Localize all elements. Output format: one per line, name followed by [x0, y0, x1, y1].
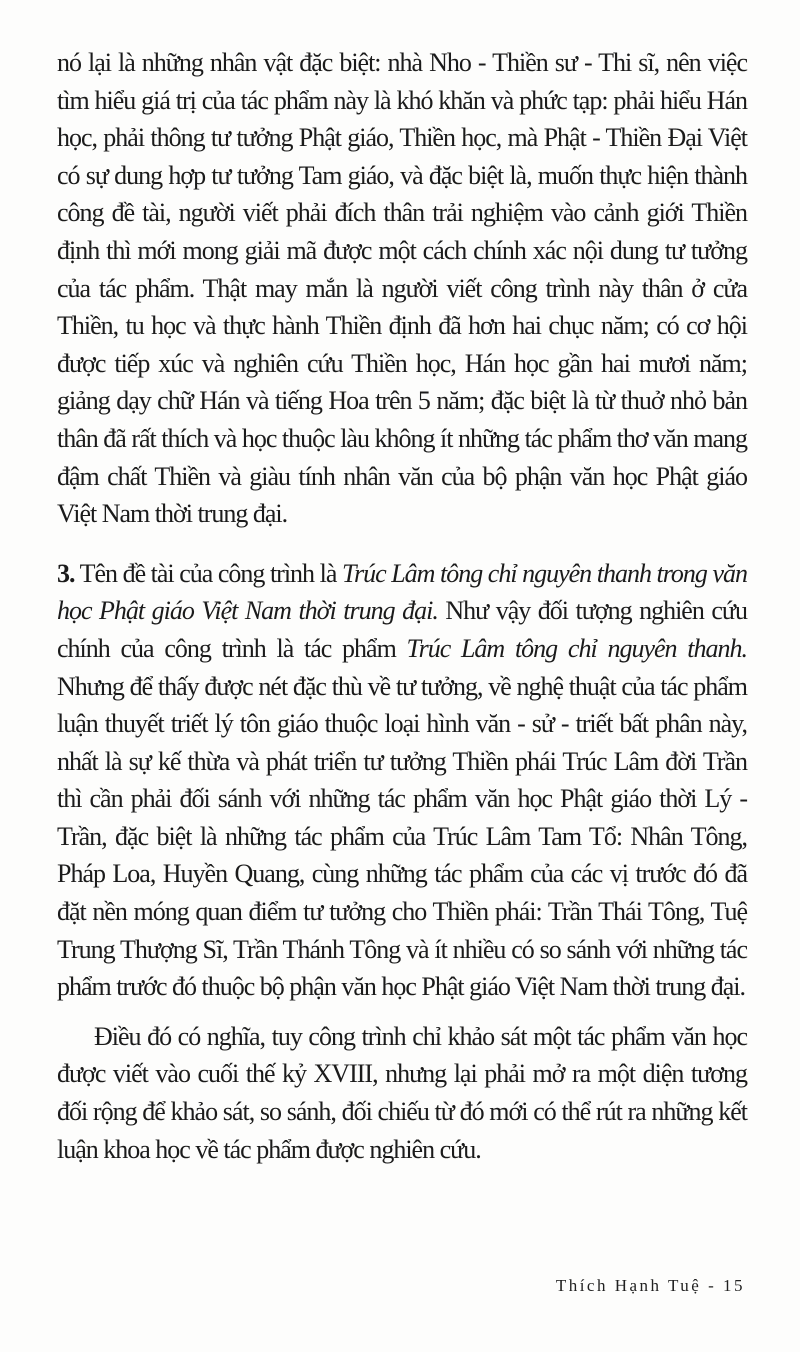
- paragraph-text: Nhưng để thấy được nét đặc thù về tư tưởng, về nghệ thuật của tác phẩm luận thuyết triết lý tôn giáo thuộc loại hình văn - sử - triết bất phân này, nhất là sự kế thừa và phát triển tư tưởng Thiền phái Trúc Lâm đời Trần thì cần phải đối sánh với những tác phẩm văn học Phật giáo thời Lý - Trần, đặc biệt là những tác phẩm của Trúc Lâm Tam Tổ: Nhân Tông, Pháp Loa, Huyền Quang, cùng những tác phẩm của các vị trước đó đã đặt nền móng quan điểm tư tưởng cho Thiền phái: Trần Thái Tông, Tuệ Trung Thượng Sĩ, Trần Thánh Tông và ít nhiều có so sánh với những tác phẩm trước đó thuộc bộ phận văn học Phật giáo Việt Nam thời trung đại.: [57, 671, 747, 1002]
- work-title: Trúc Lâm tông chỉ nguyên thanh.: [406, 633, 747, 663]
- paragraph-closing: Điều đó có nghĩa, tuy công trình chỉ khảo sát một tác phẩm văn học được viết vào cuối thế kỷ XVIII, nhưng lại phải mở ra một diện tương đối rộng để khảo sát, so sánh, đối chiếu từ đó mới có thể rút ra những kết luận khoa học về tác phẩm được nghiên cứu.: [57, 1021, 747, 1164]
- page-footer: [556, 1276, 745, 1296]
- running-footer-text: Thích Hạnh Tuệ - 15: [555, 1276, 745, 1295]
- section-number: 3.: [57, 558, 75, 588]
- paragraph-text: Tên đề tài của công trình là: [74, 558, 342, 588]
- paragraph-continuation: nó lại là những nhân vật đặc biệt: nhà Nho - Thiền sư - Thi sĩ, nên việc tìm hiểu giá trị của tác phẩm này là khó khăn và phức tạp: phải hiểu Hán học, phải thông tư tưởng Phật giáo, Thiền học, mà Phật - Thiền Đại Việt có sự dung hợp tư tưởng Tam giáo, và đặc biệt là, muốn thực hiện thành công đề tài, người viết phải đích thân trải nghiệm vào cảnh giới Thiền định thì mới mong giải mã được một cách chính xác nội dung tư tưởng của tác phẩm. Thật may mắn là người viết công trình này thân ở cửa Thiền, tu học và thực hành Thiền định đã hơn hai chục năm; có cơ hội được tiếp xúc và nghiên cứu Thiền học, Hán học gần hai mươi năm; giảng dạy chữ Hán và tiếng Hoa trên 5 năm; đặc biệt là từ thuở nhỏ bản thân đã rất thích và học thuộc làu không ít những tác phẩm thơ văn mang đậm chất Thiền và giàu tính nhân văn của bộ phận văn học Phật giáo Việt Nam thời trung đại.: [57, 48, 747, 529]
- paragraph-text: Như vậy đối tượng nghiên cứu chính của công trình là tác phẩm: [57, 596, 747, 663]
- page-body: [57, 44, 747, 1168]
- paragraph-section-3: [57, 555, 747, 1006]
- work-title: Trúc Lâm tông chỉ nguyên thanh trong văn học Phật giáo Việt Nam thời trung đại.: [57, 558, 747, 626]
